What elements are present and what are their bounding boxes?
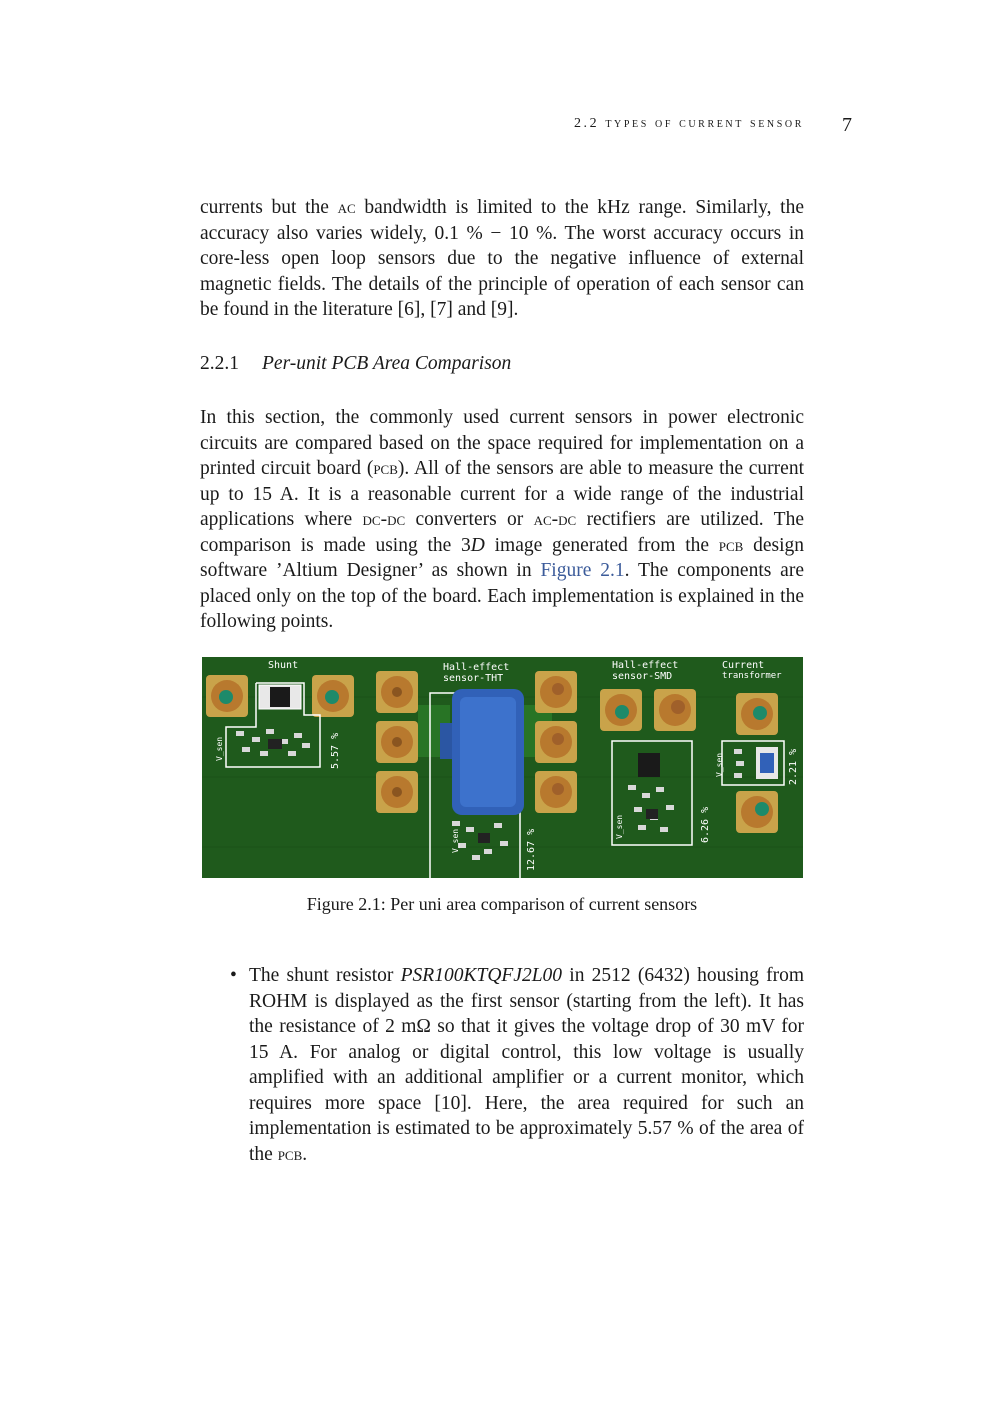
text-run: -: [380, 509, 388, 530]
label-vsen-shunt: V_sen: [215, 736, 224, 761]
list-item: [230, 963, 804, 1167]
text-run: bandwidth is limited to the kHz range. Similarly, the accuracy also varies widely, 0.1 % − 10 %. The worst accuracy occurs in core-less open loop sensors due to the negative influence of external magnetic fields. The details of the principle of operation of each sensor can be found in the literature [6], [7] and [9].: [200, 197, 805, 320]
text-run: -: [551, 509, 559, 530]
running-head-title: 2.2 types of current sensor: [573, 116, 804, 131]
via-hole: [219, 690, 233, 704]
figure-caption: Figure 2.1: Per uni area comparison of current sensors: [306, 894, 698, 914]
tht-pads-right: [535, 671, 577, 813]
label-pct-ct: 2.21 %: [788, 748, 799, 785]
via-hole: [753, 706, 767, 720]
label-hall-tht-2: sensor-THT: [443, 673, 504, 684]
label-pct-shunt: 5.57 %: [330, 732, 341, 769]
smd-amplifier-ic: [646, 809, 658, 819]
hall-tht-sensor-top: [460, 697, 516, 807]
label-hall-smd-1: Hall-effect: [612, 660, 679, 671]
acronym-pcb: pcb: [718, 534, 744, 555]
subsection-title: Per-unit PCB Area Comparison: [262, 353, 512, 374]
hall-tht-pins: [440, 723, 452, 759]
text-run: converters or: [405, 509, 534, 530]
text-run: currents but the: [200, 197, 338, 218]
label-ct-2: transformer: [722, 671, 782, 681]
part-number: PSR100KTQFJ2L00: [400, 965, 563, 986]
text-run: .: [302, 1143, 308, 1165]
via-hole: [755, 802, 769, 816]
text-run: in 2512 (6432) housing from ROHM is displayed as the first sensor (starting from the left). It has the resistance of 2 mΩ so that it gives the voltage drop of 30 mV for 15 A. For analog or digital control, this low voltage is usually amplified with an additional amplifier or a current monitor, which requires more space [10]. Here, the area required for such an implementation is estimated to be approximately 5.57 % of the area of the: [249, 965, 804, 1165]
text-run: ). All of the sensors are able to measure the current up to 15 A. It is a reasonable current for a wide range of the industrial applications where: [200, 458, 804, 530]
page-number: 7: [842, 114, 852, 136]
text-run: image generated from the: [484, 534, 719, 556]
tht-pads-left: [376, 671, 418, 813]
text-run: In this section, the commonly used current sensors in power electronic circuits are compared based on the space required for implementation on a printed circuit board (: [200, 407, 804, 479]
bullet-mark: •: [230, 965, 237, 986]
hall-smd-ic: [638, 753, 660, 777]
via-hole: [325, 690, 339, 704]
pcb-render-figure: [202, 657, 803, 878]
via-hole: [671, 700, 685, 714]
text-run: The shunt resistor: [249, 965, 401, 986]
label-pct-smd: 6.26 %: [700, 806, 711, 843]
acronym-pcb: pcb: [373, 458, 398, 478]
text-run: rectifiers are utilized. The comparison is made using the 3: [200, 509, 804, 556]
tht-amplifier-ic: [478, 833, 490, 843]
figure-reference-link[interactable]: Figure 2.1: [540, 560, 625, 581]
paragraph-intro: [200, 405, 804, 635]
ct-transformer-core: [760, 753, 774, 773]
label-vsen-smd: V_sen: [615, 814, 624, 839]
italic-d: D: [470, 534, 485, 556]
label-shunt: Shunt: [268, 660, 299, 671]
via-hole: [615, 705, 629, 719]
acronym-dc: dc: [362, 509, 381, 529]
shunt-resistor-body: [270, 687, 290, 707]
label-vsen-ct: V_sen: [715, 752, 724, 777]
text-run: . The components are placed only on the top of the board. Each implementation is explained in the following points.: [200, 560, 804, 632]
running-head: [200, 114, 852, 138]
label-vsen-tht: V_sen: [451, 828, 460, 853]
subsection-number: 2.2.1: [200, 353, 239, 374]
text-run: design software ’Altium Designer’ as shown in: [200, 534, 805, 581]
label-hall-smd-2: sensor-SMD: [612, 671, 673, 682]
acronym-ac: ac: [533, 509, 552, 529]
label-pct-tht: 12.67 %: [526, 828, 537, 871]
shunt-amplifier-ic: [268, 739, 282, 749]
acronym-dc: dc: [387, 509, 406, 529]
label-hall-tht-1: Hall-effect: [443, 662, 510, 673]
subsection-heading: [200, 353, 511, 375]
bullet-list: [230, 963, 804, 1167]
paragraph-continuation: [200, 195, 804, 323]
label-ct-1: Current: [722, 660, 765, 671]
acronym-dc: dc: [558, 509, 577, 529]
acronym-pcb: pcb: [277, 1143, 303, 1164]
acronym-ac: ac: [337, 197, 356, 217]
